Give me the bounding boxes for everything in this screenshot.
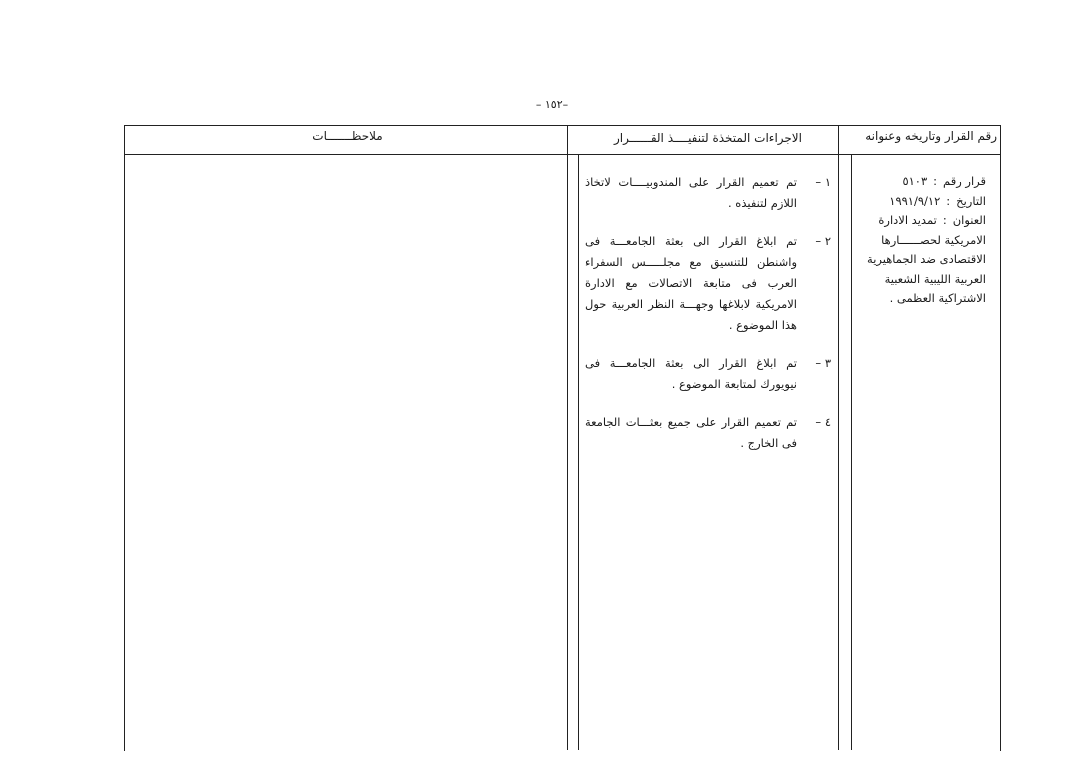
header-decision: رقم القرار وتاريخه وعنوانه xyxy=(865,129,997,143)
decision-number-value: ٥١٠٣ xyxy=(902,174,928,188)
action-item xyxy=(585,353,831,395)
action-item xyxy=(585,412,831,454)
decision-details xyxy=(846,172,986,309)
actions-list xyxy=(585,172,831,471)
notes-cell xyxy=(130,160,560,740)
header-divider xyxy=(124,154,1001,155)
decision-number-row: قرار رقم:٥١٠٣ xyxy=(846,172,986,192)
action-number: ٣ – xyxy=(815,356,831,370)
action-item xyxy=(585,231,831,336)
action-number: ١ – xyxy=(815,175,831,189)
page-number: –١٥٢ – xyxy=(535,98,569,111)
action-text: تم تعميم القرار على المندوبيــــات لاتخاذ اللازم لتنفيذه . xyxy=(585,175,797,210)
decision-date-value: ١٩٩١/٩/١٢ xyxy=(889,193,941,208)
decision-number-label: قرار رقم xyxy=(943,174,986,188)
decision-title: العنوان:تمديد الادارة الامريكية لحصــــــارها الاقتصادى ضد الجماهيرية العربية الليبية الشعبية الاشتراكية العظمى . xyxy=(867,213,986,305)
action-text: تم تعميم القرار على جميع بعثـــات الجامعة فى الخارج . xyxy=(585,415,797,450)
column-divider-notes-inner xyxy=(578,155,579,750)
action-number: ٤ – xyxy=(815,415,831,429)
column-divider-decision xyxy=(838,125,839,750)
action-text: تم ابلاغ القرار الى بعثة الجامعـــة فى واشنطن للتنسيق مع مجلـــــس السفراء العرب فى متابعة الاتصالات مع الادارة الامريكية لابلاغها وجهـــة النظر العربية حول هذا الموضوع . xyxy=(585,234,797,332)
action-item xyxy=(585,172,831,214)
action-text: تم ابلاغ القرار الى بعثة الجامعـــة فى نيويورك لمتابعة الموضوع . xyxy=(585,356,797,391)
decision-date-row: التاريخ:١٩٩١/٩/١٢ xyxy=(846,192,986,212)
action-number: ٢ – xyxy=(815,234,831,248)
header-notes: ملاحظـــــــات xyxy=(312,129,383,143)
header-actions: الاجراءات المتخذة لتنفيــــذ القــــــرار xyxy=(613,131,802,145)
decision-date-label: التاريخ xyxy=(956,193,986,208)
decision-title-label: العنوان xyxy=(952,213,986,227)
column-divider-notes xyxy=(567,125,568,750)
decision-title-text: تمديد الادارة الامريكية لحصــــــارها الاقتصادى ضد الجماهيرية العربية الليبية الشعبية الاشتراكية العظمى . xyxy=(867,213,986,305)
